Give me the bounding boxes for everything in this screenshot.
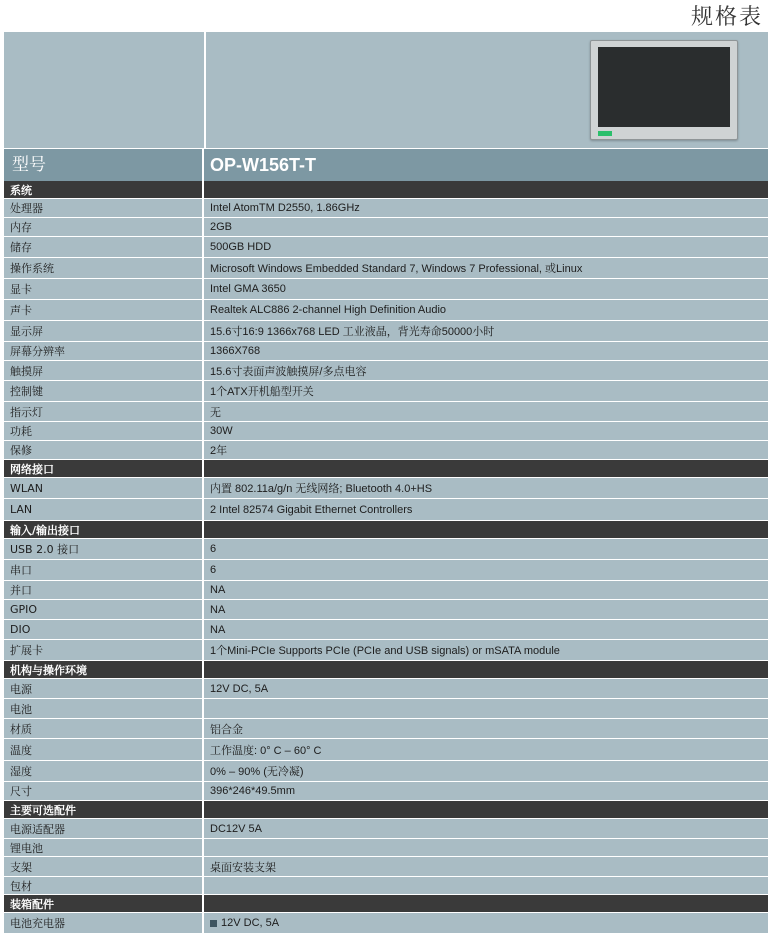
spec-row — [4, 719, 768, 739]
section-title: 装箱配件 — [4, 895, 204, 912]
spec-label: 串口 — [4, 560, 204, 580]
spec-value-text: DC12V 5A — [210, 822, 262, 835]
spec-value-text: 12V DC, 5A — [221, 917, 280, 929]
spec-label: 尺寸 — [4, 782, 204, 800]
spec-value — [204, 877, 768, 894]
spec-row — [4, 361, 768, 381]
product-image-row — [4, 32, 768, 148]
spec-value — [204, 381, 768, 401]
spec-label: 支架 — [4, 857, 204, 876]
section-title: 系统 — [4, 181, 204, 198]
section-header — [4, 521, 768, 539]
spec-row — [4, 819, 768, 839]
spec-label: 显示屏 — [4, 321, 204, 341]
spec-value-text: 15.6寸表面声波触摸屏/多点电容 — [210, 365, 367, 378]
spec-value-text: 12V DC, 5A — [210, 682, 269, 695]
spec-row — [4, 877, 768, 895]
spec-value — [204, 258, 768, 278]
section-header — [4, 801, 768, 819]
spec-value — [204, 422, 768, 440]
spec-value-text: 无 — [210, 406, 221, 419]
spec-label: 储存 — [4, 237, 204, 257]
spec-row — [4, 218, 768, 237]
spec-value-text: 0% – 90% (无冷凝) — [210, 766, 304, 778]
spec-value — [204, 218, 768, 236]
spec-value — [204, 560, 768, 580]
spec-label: LAN — [4, 499, 204, 520]
spec-row — [4, 761, 768, 782]
spec-row — [4, 739, 768, 761]
bullet-square-icon — [210, 920, 217, 927]
spec-label: 屏幕分辨率 — [4, 342, 204, 360]
spec-label: 电池 — [4, 699, 204, 718]
spec-value — [204, 620, 768, 639]
spec-value-text: 6 — [210, 543, 217, 555]
spec-value-text: Microsoft Windows Embedded Standard 7, Windows 7 Professional, 或Linux — [210, 263, 583, 275]
spec-row — [4, 560, 768, 581]
spec-row — [4, 499, 768, 521]
model-value: OP-W156T-T — [210, 154, 317, 175]
spec-label: 内存 — [4, 218, 204, 236]
spec-value — [204, 478, 768, 498]
spec-label: 声卡 — [4, 300, 204, 320]
spec-value — [204, 321, 768, 341]
spec-value — [204, 499, 768, 520]
spec-row — [4, 839, 768, 857]
spec-row — [4, 782, 768, 801]
spec-value — [204, 600, 768, 619]
section-header — [4, 895, 768, 913]
spec-value — [204, 300, 768, 320]
spec-sheet — [4, 32, 768, 934]
spec-value-text: 1个Mini-PCIe Supports PCIe (PCIe and USB signals) or mSATA module — [210, 645, 560, 657]
spec-row — [4, 600, 768, 620]
spec-row — [4, 402, 768, 422]
spec-row — [4, 640, 768, 661]
spec-value-text: 396*246*49.5mm — [210, 785, 296, 797]
spec-value — [204, 819, 768, 838]
spec-value-text: NA — [210, 584, 226, 596]
model-label: 型号 — [4, 149, 204, 181]
spec-value-text: 桌面安装支架 — [210, 861, 276, 874]
spec-row — [4, 237, 768, 258]
spec-row — [4, 321, 768, 342]
section-title: 输入/输出接口 — [4, 521, 204, 538]
spec-row — [4, 679, 768, 699]
spec-row — [4, 258, 768, 279]
spec-value-text: 1个ATX开机船型开关 — [210, 386, 314, 398]
spec-value — [204, 342, 768, 360]
spec-value — [204, 402, 768, 421]
spec-label: 电源 — [4, 679, 204, 698]
spec-value — [204, 679, 768, 698]
spec-row — [4, 300, 768, 321]
spec-value-text: NA — [210, 623, 226, 636]
spec-value — [204, 361, 768, 380]
spec-value — [204, 857, 768, 876]
spec-label: 并口 — [4, 581, 204, 599]
spec-label: 处理器 — [4, 199, 204, 217]
spec-label: 控制键 — [4, 381, 204, 401]
spec-label: 显卡 — [4, 279, 204, 299]
spec-value-text: 2年 — [210, 445, 228, 457]
spec-label: 触摸屏 — [4, 361, 204, 380]
section-header — [4, 661, 768, 679]
spec-label: 操作系统 — [4, 258, 204, 278]
spec-value-text: 6 — [210, 564, 217, 576]
spec-label: 电源适配器 — [4, 819, 204, 838]
spec-value — [204, 441, 768, 459]
spec-label: 扩展卡 — [4, 640, 204, 660]
device-indicator — [598, 131, 612, 136]
spec-row — [4, 539, 768, 560]
spec-value — [204, 581, 768, 599]
spec-value-text: 铝合金 — [210, 723, 243, 736]
section-header — [4, 460, 768, 478]
spec-row — [4, 620, 768, 640]
spec-row — [4, 199, 768, 218]
device-screen — [598, 47, 730, 127]
spec-value-text: Intel AtomTM D2550, 1.86GHz — [210, 202, 360, 214]
spec-label: 温度 — [4, 739, 204, 760]
product-image — [590, 40, 738, 140]
spec-value-text: 30W — [210, 425, 233, 437]
spec-label: 锂电池 — [4, 839, 204, 856]
spec-label: 湿度 — [4, 761, 204, 781]
spec-row — [4, 857, 768, 877]
spec-value — [204, 237, 768, 257]
spec-label: 保修 — [4, 441, 204, 459]
spec-row — [4, 913, 768, 934]
spec-value-text: 500GB HDD — [210, 241, 272, 253]
section-title: 机构与操作环境 — [4, 661, 204, 678]
spec-value — [204, 913, 768, 933]
spec-value — [204, 782, 768, 800]
spec-value-text: 内置 802.11a/g/n 无线网络; Bluetooth 4.0+HS — [210, 483, 433, 495]
section-title: 主要可选配件 — [4, 801, 204, 818]
spec-value — [204, 539, 768, 559]
section-header — [4, 181, 768, 199]
spec-value-text: Realtek ALC886 2-channel High Definition Audio — [210, 304, 447, 316]
spec-row — [4, 381, 768, 402]
model-row — [4, 148, 768, 181]
spec-value — [204, 739, 768, 760]
spec-row — [4, 441, 768, 460]
spec-row — [4, 342, 768, 361]
spec-value — [204, 761, 768, 781]
spec-label: WLAN — [4, 478, 204, 498]
spec-label: 电池充电器 — [4, 913, 204, 933]
spec-table — [4, 181, 768, 934]
spec-row — [4, 699, 768, 719]
spec-value-text: 15.6寸16:9 1366x768 LED 工业液晶，背光寿命50000小时 — [210, 326, 495, 338]
spec-label: DIO — [4, 620, 204, 639]
spec-label: USB 2.0 接口 — [4, 539, 204, 559]
spec-row — [4, 279, 768, 300]
spec-value — [204, 640, 768, 660]
spec-value — [204, 699, 768, 718]
spec-label: 功耗 — [4, 422, 204, 440]
spec-value-text: 1366X768 — [210, 345, 261, 357]
spec-value — [204, 199, 768, 217]
spec-label: 包材 — [4, 877, 204, 894]
spec-value — [204, 719, 768, 738]
spec-value-text: 2GB — [210, 221, 233, 233]
spec-row — [4, 581, 768, 600]
spec-value-text: Intel GMA 3650 — [210, 283, 286, 295]
spec-value — [204, 279, 768, 299]
spec-row — [4, 422, 768, 441]
spec-value-text: 2 Intel 82574 Gigabit Ethernet Controllers — [210, 503, 413, 516]
spec-value-text: NA — [210, 603, 226, 616]
spec-label: 材质 — [4, 719, 204, 738]
spec-value-text: 工作温度: 0° C – 60° C — [210, 744, 322, 757]
spec-label: 指示灯 — [4, 402, 204, 421]
spec-label: GPIO — [4, 600, 204, 619]
page-title: 规格表 — [690, 5, 763, 30]
spec-row — [4, 478, 768, 499]
spec-value — [204, 839, 768, 856]
section-title: 网络接口 — [4, 460, 204, 477]
